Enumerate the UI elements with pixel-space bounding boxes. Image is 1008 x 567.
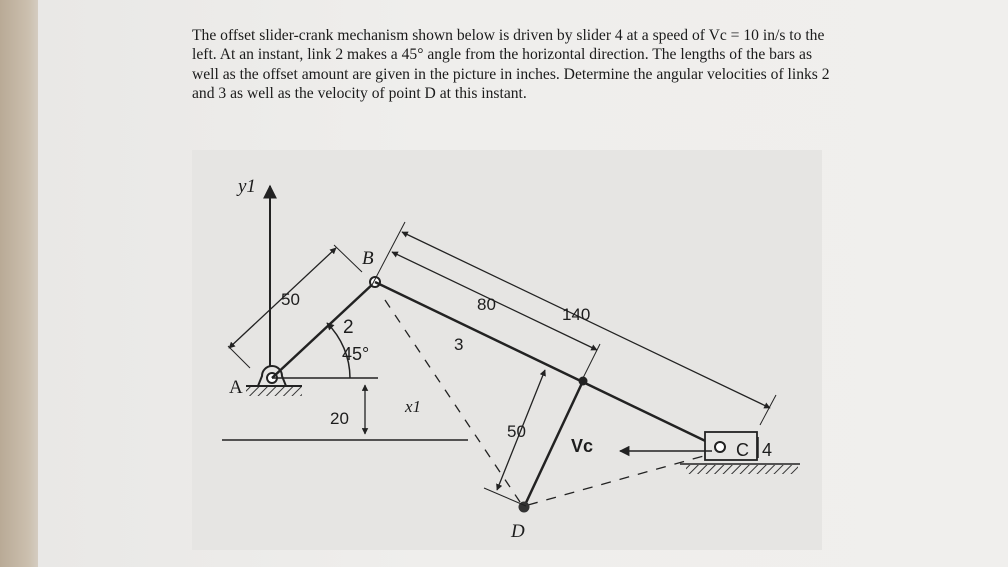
figure-background (192, 150, 822, 550)
y-axis-label: y1 (238, 176, 256, 197)
link-2-label: 2 (343, 317, 354, 338)
point-b-label: B (362, 248, 374, 269)
slider-ground (680, 464, 800, 474)
pin-C (715, 442, 725, 452)
point-c-label: C (736, 440, 749, 460)
point-a-label: A (229, 377, 243, 398)
problem-statement: The offset slider-crank mechanism shown below is driven by slider 4 at a speed of Vc = 10 in/s to the left. At an instant, link 2 makes a 45° angle from the horizontal direction. The lengths of the bars as well as the offset amount are given in the picture in inches. Determine the angular velocities of links 2 and 3 as well as the velocity of point D at this instant. (192, 27, 830, 102)
link-4-label: 4 (762, 440, 773, 460)
velocity-label: Vc (571, 436, 594, 456)
x-axis-label: x1 (405, 397, 422, 416)
angle-label: 45° (342, 344, 370, 364)
dimension-arm-50-label: 50 (507, 422, 526, 441)
link-3-label: 3 (454, 335, 464, 354)
slider-block-4 (705, 432, 757, 460)
point-d-label: D (511, 521, 525, 542)
dimension-140-label: 140 (562, 305, 591, 324)
dimension-crank-50-label: 50 (281, 290, 300, 309)
dimension-80-label: 80 (477, 295, 496, 314)
dimension-offset-20-label: 20 (330, 409, 349, 428)
